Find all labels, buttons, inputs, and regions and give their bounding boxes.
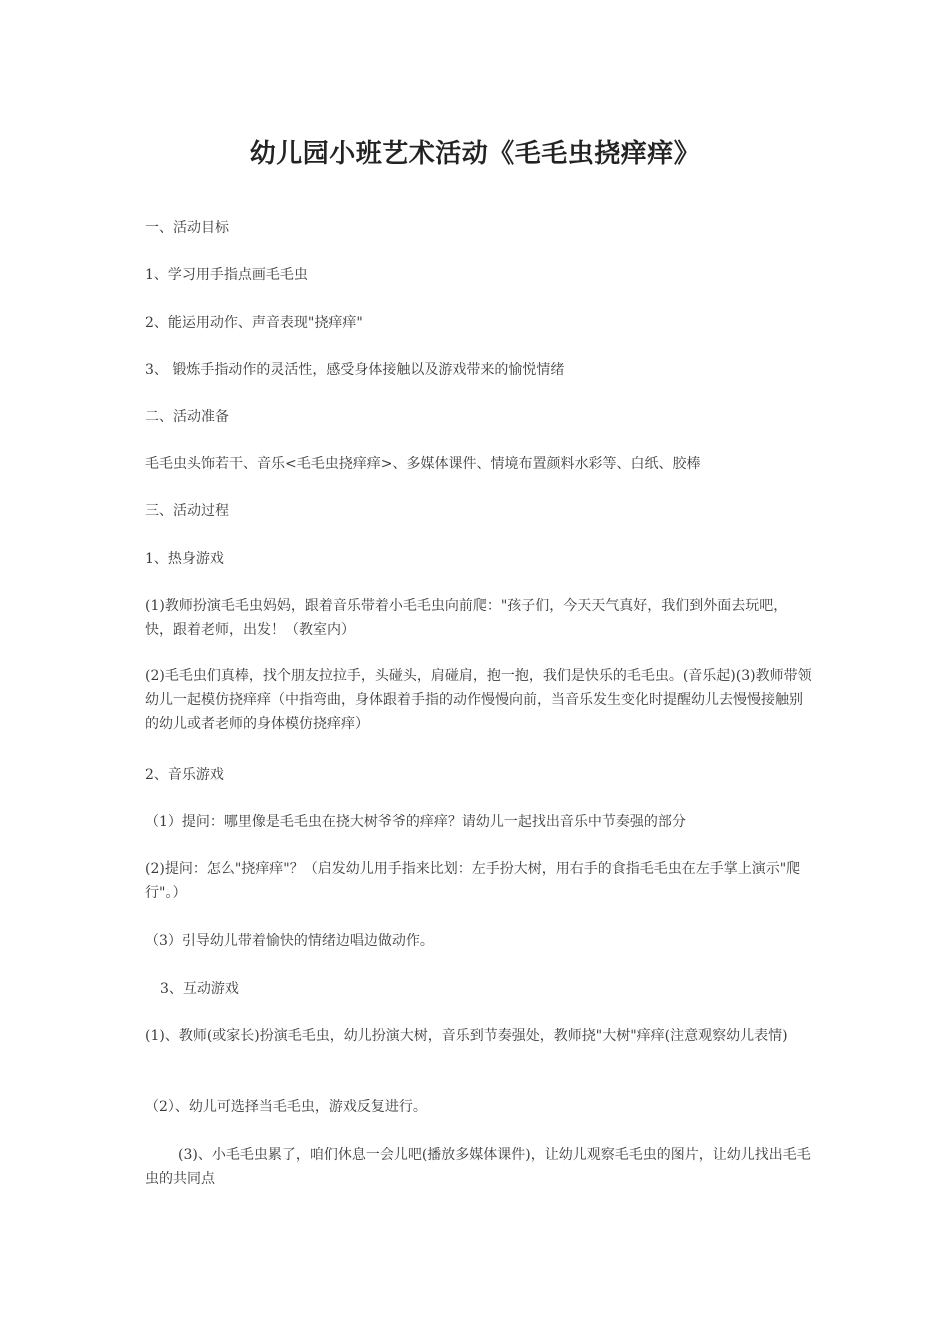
warmup-step-1: (1)教师扮演毛毛虫妈妈，跟着音乐带着小毛毛虫向前爬："孩子们，今天天气真好，我们到外面去玩吧，快，跟着老师，出发！（教室内） [145, 598, 788, 638]
goal-item-2: 2、能运用动作、声音表现"挠痒痒" [145, 315, 363, 331]
subsection-interactive-game: 3、互动游戏 [160, 981, 239, 997]
section-heading-preparation: 二、活动准备 [145, 409, 229, 425]
interactive-step-2: （2）、幼儿可选择当毛毛虫，游戏反复进行。 [145, 1099, 427, 1115]
music-step-2: (2)提问：怎么"挠痒痒"？（启发幼儿用手指来比划：左手扮大树，用右手的食指毛毛虫在左手掌上演示"爬行"。） [145, 861, 801, 901]
document-title: 幼儿园小班艺术活动《毛毛虫挠痒痒》 [249, 139, 701, 169]
interactive-step-1: (1)、教师(或家长)扮演毛毛虫，幼儿扮演大树，音乐到节奏强处，教师挠"大树"痒痒(注意观察幼儿表情) [145, 1028, 788, 1044]
interactive-step-3: (3)、小毛毛虫累了，咱们休息一会儿吧(播放多媒体课件)，让幼儿观察毛毛虫的图片，让幼儿找出毛毛虫的共同点 [145, 1147, 811, 1187]
subsection-music-game: 2、音乐游戏 [145, 767, 224, 783]
section-heading-goals: 一、活动目标 [145, 220, 229, 236]
section-heading-process: 三、活动过程 [145, 503, 229, 519]
preparation-text: 毛毛虫头饰若干、音乐<毛毛虫挠痒痒>、多媒体课件、情境布置颜料水彩等、白纸、胶棒 [145, 456, 701, 472]
goal-item-1: 1、学习用手指点画毛毛虫 [145, 267, 308, 283]
warmup-step-2-3: (2)毛毛虫们真棒，找个朋友拉拉手，头碰头，肩碰肩，抱一抱，我们是快乐的毛毛虫。(音乐起)(3)教师带领幼儿一起模仿挠痒痒（中指弯曲，身体跟着手指的动作慢慢向前，当音乐发生变化时提醒幼儿去慢慢接触别的幼儿或者老师的身体模仿挠痒痒） [145, 668, 812, 732]
music-step-1: （1）提问：哪里像是毛毛虫在挠大树爷爷的痒痒？请幼儿一起找出音乐中节奏强的部分 [145, 814, 686, 830]
subsection-warmup: 1、热身游戏 [145, 551, 224, 567]
goal-item-3: 3、 锻炼手指动作的灵活性，感受身体接触以及游戏带来的愉悦情绪 [145, 362, 565, 378]
music-step-3: （3）引导幼儿带着愉快的情绪边唱边做动作。 [145, 933, 434, 949]
